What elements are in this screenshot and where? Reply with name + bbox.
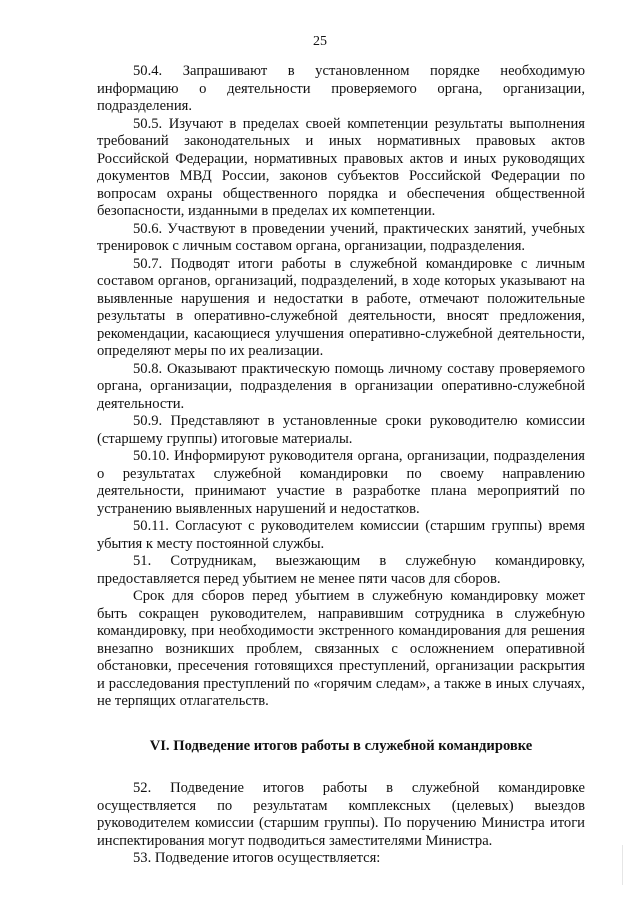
section-heading: VI. Подведение итогов работы в служебной командировке bbox=[149, 737, 533, 754]
paragraph-51: 51. Сотрудникам, выезжающим в служебную командировку, предоставляется перед убытием не менее пяти часов для сборов. bbox=[97, 553, 585, 587]
paragraph-50-5: 50.5. Изучают в пределах своей компетенции результаты выполнения требований законодательных и иных нормативных правовых актов Российской Федерации, нормативных правовых актов и иных руководящих документов МВД России, законов субъектов Российской Федерации по вопросам охраны общественного порядка и обеспечения общественной безопасности, изданными в пределах их компетенции. bbox=[97, 115, 585, 219]
paragraph-53: 53. Подведение итогов осуществляется: bbox=[133, 850, 381, 866]
paragraph-52: 52. Подведение итогов работы в служебной командировке осуществляется по результатам комплексных (целевых) выездов руководителем комиссии (старшим группы). По поручению Министра итоги инспектирования могут подводиться заместителями Министра. bbox=[97, 780, 585, 849]
paragraph-50-8: 50.8. Оказывают практическую помощь личному составу проверяемого органа, организации, подразделения в организации оперативно-служебной деятельности. bbox=[97, 360, 585, 412]
paragraph-50-6: 50.6. Участвуют в проведении учений, практических занятий, учебных тренировок с личным составом органа, организации, подразделения. bbox=[97, 220, 585, 254]
paragraph-50-7: 50.7. Подводят итоги работы в служебной командировке с личным составом органов, организаций, подразделений, в ходе которых указывают на выявленные нарушения и недостатки в работе, отмечают положительные результаты в оперативно-служебной деятельности, вносят предложения, рекомендации, касающиеся улучшения оперативно-служебной деятельности, определяют меры по их реализации. bbox=[97, 255, 585, 359]
paragraph-51-continuation: Срок для сборов перед убытием в служебную командировку может быть сокращен руководителем, направившим сотрудника в служебную командировку, при необходимости экстренного командирования для решения внезапно возникших проблем, связанных с осложнением оперативной обстановки, пресечения готовящихся преступлений, организации раскрытия и расследования преступлений по «горячим следам», а также в иных случаях, не терпящих отлагательств. bbox=[97, 588, 585, 709]
scan-edge-mark bbox=[622, 845, 623, 885]
paragraph-50-10: 50.10. Информируют руководителя органа, организации, подразделения о результатах служебной командировки по своему направлению деятельности, принимают участие в разработке плана мероприятий по устранению выявленных нарушений и недостатков. bbox=[97, 448, 585, 517]
page-number: 25 bbox=[313, 34, 327, 49]
document-body bbox=[97, 63, 585, 868]
paragraph-50-4: 50.4. Запрашивают в установленном порядке необходимую информацию о деятельности проверяемого органа, организации, подразделения. bbox=[97, 63, 585, 114]
paragraph-50-9: 50.9. Представляют в установленные сроки руководителю комиссии (старшему группы) итоговые материалы. bbox=[97, 413, 585, 447]
paragraph-50-11: 50.11. Согласуют с руководителем комиссии (старшим группы) время убытия к месту постоянной службы. bbox=[97, 518, 585, 552]
